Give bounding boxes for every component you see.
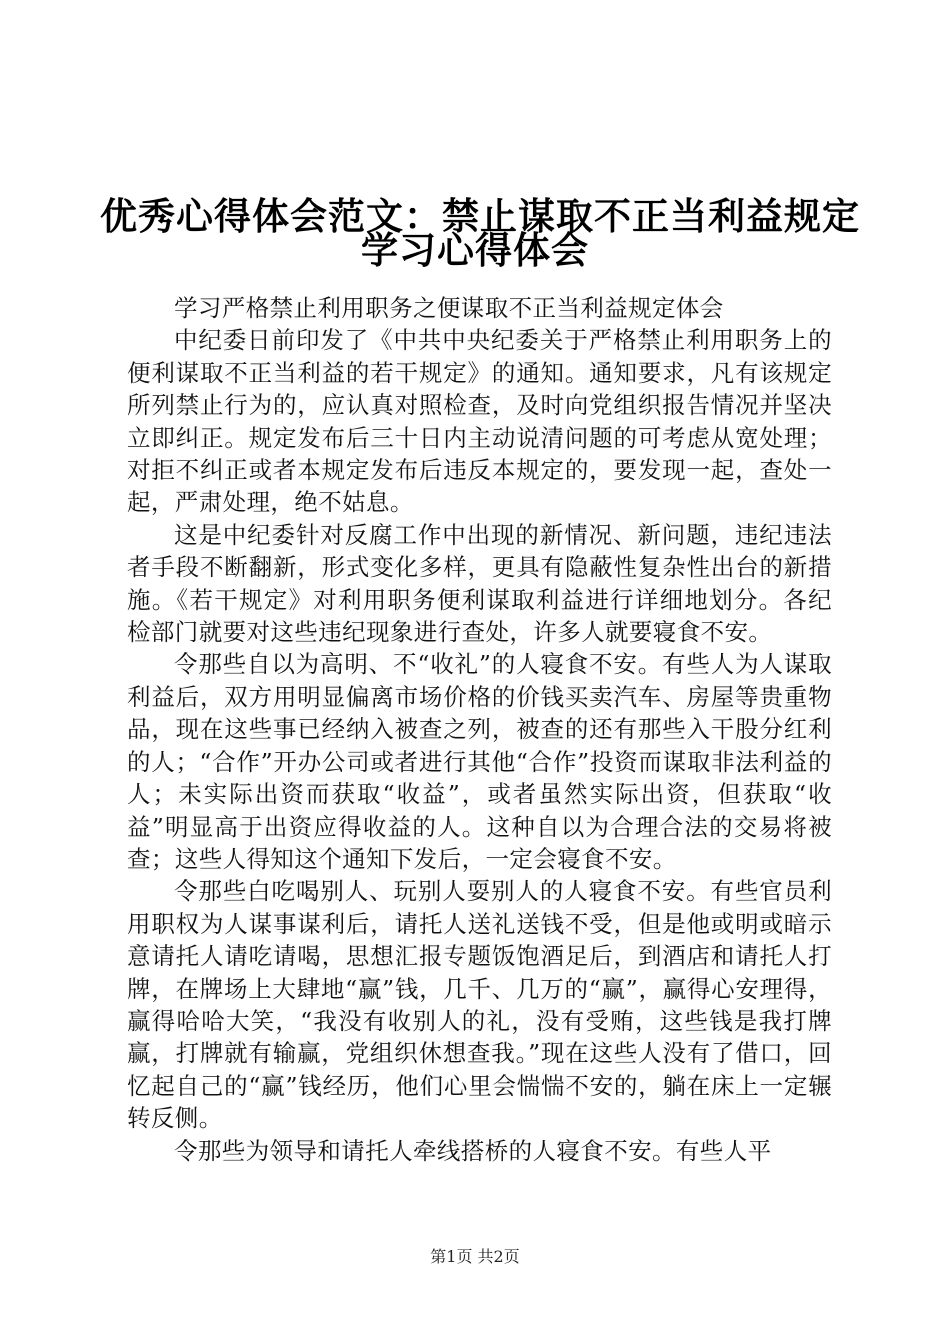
body-paragraph: 这是中纪委针对反腐工作中出现的新情况、新问题，违纪违法者手段不断翻新，形式变化多样，更具有隐蔽性复杂性出台的新措施。《若干规定》对利用职务便利谋取利益进行详细地划分。各纪检部门就要对这些违纪现象进行查处，许多人就要寝食不安。 xyxy=(127,520,832,647)
document-title-line-1: 优秀心得体会范文：禁止谋取不正当利益规定 xyxy=(100,195,860,238)
page-number-footer: 第1页 共2页 xyxy=(430,1247,520,1266)
body-paragraph: 中纪委日前印发了《中共中央纪委关于严格禁止利用职务上的便利谋取不正当利益的若干规定》的通知。通知要求，凡有该规定所列禁止行为的，应认真对照检查，及时向党组织报告情况并坚决立即纠正。规定发布后三十日内主动说清问题的可考虑从宽处理；对拒不纠正或者本规定发布后违反本规定的，要发现一起，查处一起，严肃处理，绝不姑息。 xyxy=(127,326,832,517)
body-paragraph: 令那些自以为高明、不“收礼”的人寝食不安。有些人为人谋取利益后，双方用明显偏离市场价格的价钱买卖汽车、房屋等贵重物品，现在这些事已经纳入被查之列，被查的还有那些入干股分红利的人；“合作”开办公司或者进行其他“合作”投资而谋取非法利益的人；未实际出资而获取“收益”，或者虽然实际出资，但获取“收益”明显高于出资应得收益的人。这种自以为合理合法的交易将被查；这些人得知这个通知下发后，一定会寝食不安。 xyxy=(127,650,832,873)
body-paragraph: 令那些为领导和请托人牵线搭桥的人寝食不安。有些人平 xyxy=(174,1136,772,1165)
body-paragraph: 令那些白吃喝别人、玩别人耍别人的人寝食不安。有些官员利用职权为人谋事谋利后，请托人送礼送钱不受，但是他或明或暗示意请托人请吃请喝，思想汇报专题饭饱酒足后，到酒店和请托人打牌，在牌场上大肆地“赢”钱，几千、几万的“赢”，赢得心安理得，赢得哈哈大笑，“我没有收别人的礼，没有受贿，这些钱是我打牌赢，打牌就有输赢，党组织休想查我。”现在这些人没有了借口，回忆起自己的“赢”钱经历，他们心里会惴惴不安的，躺在床上一定辗转反侧。 xyxy=(127,877,832,1133)
document-body xyxy=(127,292,832,1167)
document-title-line-2: 学习心得体会 xyxy=(361,229,589,272)
subtitle-paragraph: 学习严格禁止利用职务之便谋取不正当利益规定体会 xyxy=(174,294,724,322)
